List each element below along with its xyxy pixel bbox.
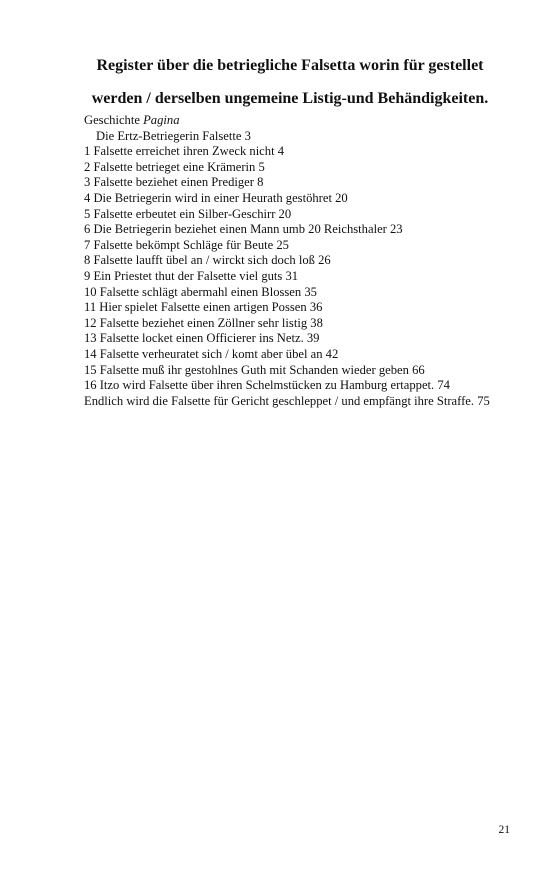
register-entry: 7 Falsette bekömpt Schläge für Beute 25	[84, 237, 289, 252]
register-header	[84, 113, 508, 129]
register-entry: 1 Falsette erreichet ihren Zweck nicht 4	[84, 144, 285, 159]
register-list	[84, 113, 508, 409]
register-entry: 13 Falsette locket einen Officierer ins Netz. 39	[84, 331, 320, 346]
register-entry: 10 Falsette schlägt abermahl einen Blossen 35	[84, 284, 317, 299]
register-closing-entry: Endlich wird die Falsette für Gericht geschleppet / und empfängt ihre Straffe. 75	[84, 393, 490, 408]
register-entry: 6 Die Betriegerin beziehet einen Mann umb 20 Reichsthaler 23	[84, 222, 403, 237]
register-intro-entry: Die Ertz-Betriegerin Falsette 3	[96, 128, 251, 143]
register-entry: 3 Falsette beziehet einen Prediger 8	[84, 175, 264, 190]
register-entry: 14 Falsette verheuratet sich / komt aber übel an 42	[84, 346, 339, 361]
register-entry: 11 Hier spielet Falsette einen artigen Possen 36	[84, 300, 323, 315]
register-title-line-2: werden / derselben ungemeine Listig-und Behändigkeiten.	[91, 90, 489, 107]
register-entry: 9 Ein Priestet thut der Falsette viel guts 31	[84, 268, 299, 283]
register-entry: 15 Falsette muß ihr gestohlnes Guth mit Schanden wieder geben 66	[84, 362, 425, 377]
register-entry: 5 Falsette erbeutet ein Silber-Geschirr 20	[84, 206, 292, 221]
register-entry: 4 Die Betriegerin wird in einer Heurath gestöhret 20	[84, 190, 348, 205]
register-entry: 8 Falsette laufft übel an / wirckt sich doch loß 26	[84, 253, 331, 268]
page-number: 21	[498, 824, 510, 836]
register-header-label: Geschichte	[84, 113, 140, 127]
register-entry: 2 Falsette betrieget eine Krämerin 5	[84, 159, 265, 174]
register-title-line-1: Register über die betriegliche Falsetta worin für gestellet	[96, 57, 484, 74]
register-entry: 16 Itzo wird Falsette über ihren Schelmstücken zu Hamburg ertappet. 74	[84, 378, 450, 393]
register-header-pagina: Pagina	[143, 113, 180, 127]
register-entry: 12 Falsette beziehet einen Zöllner sehr listig 38	[84, 315, 323, 330]
